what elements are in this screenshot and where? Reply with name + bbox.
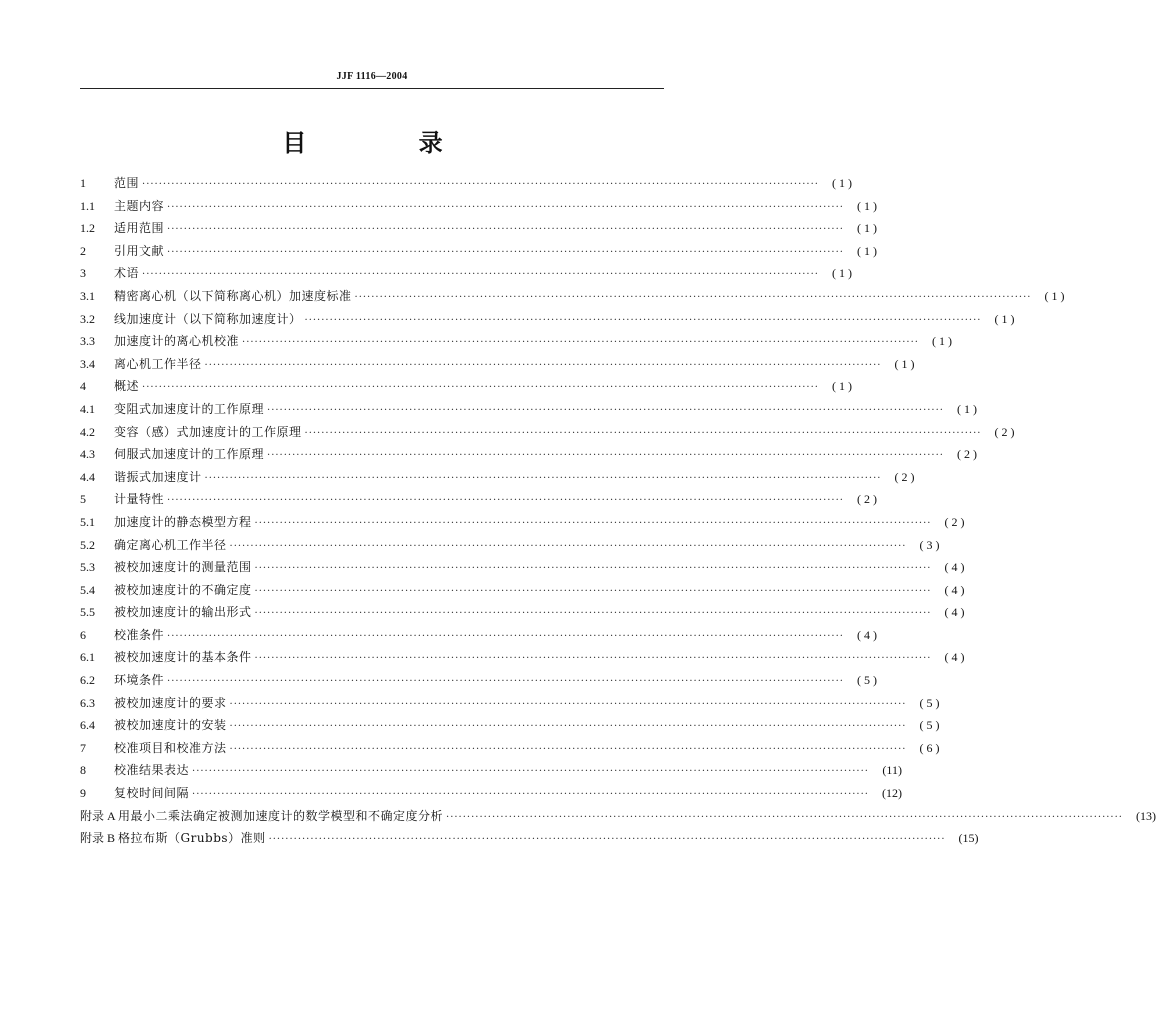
- toc-entry-number: 8: [80, 763, 86, 778]
- toc-dot-leader: [255, 603, 932, 626]
- toc-entry-page: ( 2 ): [894, 469, 915, 484]
- document-code-header: JJF 1116—2004: [336, 71, 408, 82]
- toc-entry-number: 5.4: [80, 582, 95, 597]
- toc-entry-page: ( 4 ): [944, 650, 965, 665]
- toc-dot-leader: [142, 264, 819, 287]
- toc-entry-title: 被校加速度计的安装: [114, 718, 227, 733]
- toc-dot-leader: [242, 332, 919, 355]
- toc-dot-leader: [167, 219, 844, 242]
- toc-entry-page: ( 3 ): [919, 537, 940, 552]
- toc-dot-leader: [205, 355, 882, 378]
- toc-entry-number: 4.2: [80, 424, 95, 439]
- header-rule: [80, 88, 664, 89]
- toc-dot-leader: [267, 400, 944, 423]
- toc-dot-leader: [255, 558, 932, 581]
- toc-entry: [80, 511, 965, 534]
- toc-entry-number: 4.3: [80, 447, 95, 462]
- toc-entry-number: 4: [80, 379, 86, 394]
- toc-dot-leader: [142, 377, 819, 400]
- toc-entry: [80, 262, 852, 285]
- toc-entry-number: 4.1: [80, 401, 95, 416]
- toc-entry-title: 加速度计的离心机校准: [114, 334, 240, 349]
- toc-dot-leader: [255, 513, 932, 536]
- toc-entry-page: (15): [958, 831, 979, 846]
- toc-entry-number: 5.3: [80, 560, 95, 575]
- toc-entry-title: 校准项目和校准方法: [114, 740, 227, 755]
- toc-dot-leader: [446, 807, 1123, 830]
- table-of-contents: [80, 172, 1156, 850]
- toc-entry-page: ( 5 ): [919, 718, 940, 733]
- toc-entry-title: 确定离心机工作半径: [114, 537, 227, 552]
- toc-entry: [80, 534, 940, 557]
- toc-entry-title: 精密离心机（以下简称离心机）加速度标准: [114, 288, 352, 303]
- toc-entry-title: 术语: [114, 266, 140, 281]
- page-title: 目 录: [282, 129, 495, 157]
- toc-dot-leader: [167, 490, 844, 513]
- toc-entry-title: 用最小二乘法确定被测加速度计的数学模型和不确定度分析: [118, 808, 444, 823]
- toc-entry-title: 概述: [114, 379, 140, 394]
- toc-entry-page: ( 5 ): [919, 695, 940, 710]
- toc-entry: [80, 827, 979, 850]
- toc-entry-number: 3: [80, 266, 86, 281]
- toc-entry-title: 加速度计的静态模型方程: [114, 514, 252, 529]
- toc-entry-page: ( 6 ): [919, 740, 940, 755]
- toc-entry-page: ( 2 ): [856, 492, 877, 507]
- toc-entry-number: 4.4: [80, 469, 95, 484]
- toc-dot-leader: [305, 423, 982, 446]
- toc-entry-title: 适用范围: [114, 221, 165, 236]
- toc-dot-leader: [192, 761, 869, 784]
- toc-entry: [80, 488, 877, 511]
- toc-entry: [80, 737, 940, 760]
- toc-entry-page: ( 2 ): [956, 447, 977, 462]
- toc-entry-title: 主题内容: [114, 198, 165, 213]
- toc-entry-title: 被校加速度计的输出形式: [114, 605, 252, 620]
- toc-entry-title: 引用文献: [114, 243, 165, 258]
- toc-entry-number: 附录 A: [80, 808, 116, 823]
- toc-entry-title: 被校加速度计的不确定度: [114, 582, 252, 597]
- toc-entry-page: ( 1 ): [831, 266, 852, 281]
- toc-entry: [80, 195, 877, 218]
- toc-entry-page: ( 4 ): [944, 560, 965, 575]
- toc-entry-title: 校准条件: [114, 627, 165, 642]
- toc-entry-title: 校准结果表达: [114, 763, 190, 778]
- toc-dot-leader: [167, 197, 844, 220]
- toc-entry-title: 离心机工作半径: [114, 356, 202, 371]
- toc-entry-number: 3.3: [80, 334, 95, 349]
- toc-entry-title: 格拉布斯（Grubbs）准则: [118, 831, 266, 846]
- toc-entry: [80, 466, 915, 489]
- toc-entry-page: ( 1 ): [831, 379, 852, 394]
- toc-entry: [80, 217, 877, 240]
- toc-entry: [80, 375, 852, 398]
- toc-dot-leader: [167, 671, 844, 694]
- toc-entry: [80, 669, 877, 692]
- toc-entry-title: 线加速度计（以下简称加速度计）: [114, 311, 302, 326]
- toc-entry: [80, 805, 1156, 828]
- toc-dot-leader: [255, 648, 932, 671]
- toc-entry: [80, 398, 977, 421]
- toc-entry: [80, 759, 902, 782]
- toc-entry: [80, 308, 1015, 331]
- toc-entry-number: 5.5: [80, 605, 95, 620]
- toc-entry: [80, 782, 902, 805]
- toc-entry-page: ( 2 ): [944, 514, 965, 529]
- toc-entry-page: ( 1 ): [856, 221, 877, 236]
- toc-entry-page: ( 1 ): [831, 176, 852, 190]
- toc-entry-number: 1.2: [80, 221, 95, 236]
- toc-entry-page: (13): [1135, 808, 1156, 823]
- toc-entry-page: ( 2 ): [994, 424, 1015, 439]
- toc-entry-title: 变容（感）式加速度计的工作原理: [114, 424, 302, 439]
- toc-entry: [80, 579, 965, 602]
- toc-entry-page: (11): [882, 763, 902, 778]
- toc-entry-page: ( 5 ): [856, 673, 877, 688]
- toc-entry-title: 变阻式加速度计的工作原理: [114, 401, 265, 416]
- toc-dot-leader: [192, 784, 869, 807]
- toc-entry-page: (12): [881, 786, 902, 801]
- toc-entry-page: ( 1 ): [994, 311, 1015, 326]
- toc-entry-title: 范围: [114, 176, 140, 190]
- toc-entry-number: 附录 B: [80, 831, 116, 846]
- toc-entry: [80, 240, 877, 263]
- toc-dot-leader: [230, 536, 907, 559]
- toc-entry: [80, 443, 977, 466]
- toc-entry: [80, 601, 965, 624]
- toc-entry-number: 5.1: [80, 514, 95, 529]
- toc-entry: [80, 421, 1015, 444]
- toc-entry-page: ( 1 ): [1044, 288, 1065, 303]
- toc-entry: [80, 285, 1065, 308]
- toc-dot-leader: [167, 242, 844, 265]
- toc-entry-number: 6.2: [80, 673, 95, 688]
- toc-entry-title: 被校加速度计的要求: [114, 695, 227, 710]
- toc-entry-page: ( 4 ): [856, 627, 877, 642]
- toc-dot-leader: [230, 716, 907, 739]
- toc-entry-title: 被校加速度计的基本条件: [114, 650, 252, 665]
- toc-dot-leader: [142, 174, 819, 197]
- toc-dot-leader: [230, 694, 907, 717]
- toc-entry-number: 6.3: [80, 695, 95, 710]
- toc-entry-title: 谐振式加速度计: [114, 469, 202, 484]
- toc-dot-leader: [255, 581, 932, 604]
- toc-entry-page: ( 1 ): [856, 243, 877, 258]
- toc-entry-title: 计量特性: [114, 492, 165, 507]
- toc-entry-title: 环境条件: [114, 673, 165, 688]
- toc-entry-title: 被校加速度计的测量范围: [114, 560, 252, 575]
- toc-entry: [80, 714, 940, 737]
- toc-entry-number: 6: [80, 627, 86, 642]
- toc-entry-number: 2: [80, 243, 86, 258]
- toc-entry: [80, 556, 965, 579]
- toc-entry-title: 伺服式加速度计的工作原理: [114, 447, 265, 462]
- toc-entry-number: 6.1: [80, 650, 95, 665]
- toc-entry: [80, 692, 940, 715]
- toc-entry-page: ( 1 ): [931, 334, 952, 349]
- toc-entry: [80, 646, 965, 669]
- toc-dot-leader: [355, 287, 1032, 310]
- toc-entry-number: 5: [80, 492, 86, 507]
- toc-entry-number: 1.1: [80, 198, 95, 213]
- toc-dot-leader: [305, 310, 982, 333]
- toc-entry-number: 7: [80, 740, 86, 755]
- toc-dot-leader: [205, 468, 882, 491]
- toc-entry-number: 3.4: [80, 356, 95, 371]
- toc-entry: [80, 330, 952, 353]
- toc-entry-number: 3.2: [80, 311, 95, 326]
- toc-entry: [80, 624, 877, 647]
- toc-entry: [80, 353, 915, 376]
- toc-entry-page: ( 4 ): [944, 605, 965, 620]
- toc-dot-leader: [267, 445, 944, 468]
- toc-entry-number: 6.4: [80, 718, 95, 733]
- toc-entry-title: 复校时间间隔: [114, 786, 190, 801]
- toc-entry-page: ( 1 ): [956, 401, 977, 416]
- toc-entry-page: ( 1 ): [856, 198, 877, 213]
- toc-entry: [80, 172, 852, 195]
- toc-entry-page: ( 4 ): [944, 582, 965, 597]
- toc-dot-leader: [269, 829, 946, 852]
- toc-entry-number: 3.1: [80, 288, 95, 303]
- toc-entry-number: 5.2: [80, 537, 95, 552]
- toc-entry-number: 9: [80, 786, 86, 801]
- toc-dot-leader: [167, 626, 844, 649]
- toc-dot-leader: [230, 739, 907, 762]
- toc-entry-page: ( 1 ): [894, 356, 915, 371]
- toc-entry-number: 1: [80, 176, 86, 190]
